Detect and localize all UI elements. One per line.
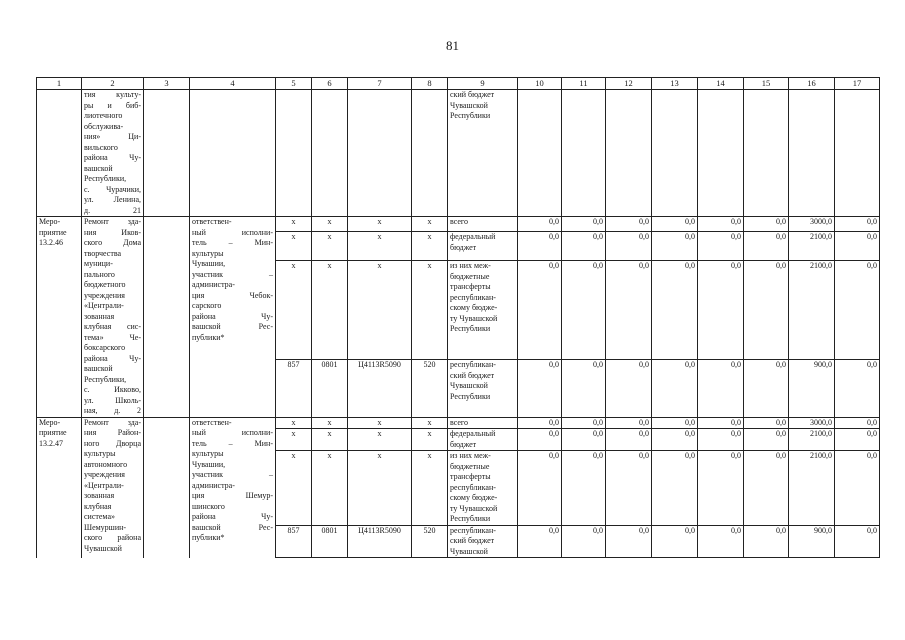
cell-line: республикан- <box>450 360 496 370</box>
cell-line: ту Чувашской <box>450 313 498 323</box>
amount-cell: 0,0 <box>652 217 698 232</box>
cell-line: Республики, <box>84 174 127 183</box>
cell-line: бюджетные <box>450 271 490 281</box>
cell-line: бюджет <box>450 439 477 449</box>
cell-line: федеральный <box>450 232 496 242</box>
cell-line: культуры <box>192 248 224 258</box>
column-number-13: 13 <box>652 78 698 90</box>
section-code-cell: x <box>312 232 348 261</box>
grbs-code-cell: 857 <box>276 525 312 558</box>
grbs-code-cell: x <box>276 451 312 526</box>
col7-cell <box>348 90 412 217</box>
cell-line: клубная <box>84 501 112 511</box>
cell-line: сарского <box>192 301 222 310</box>
event-number-cell <box>37 217 82 418</box>
amount-cell: 0,0 <box>518 525 562 558</box>
cell-line: ул. Ленина, <box>84 195 141 204</box>
cell-line: ского Дома <box>84 238 141 247</box>
cell-line: приятие <box>39 227 67 237</box>
cell-line: района Чу- <box>84 353 141 363</box>
amount-cell: 0,0 <box>518 429 562 451</box>
funding-source-cell <box>448 261 518 360</box>
grbs-code-cell: x <box>276 261 312 360</box>
cell-line: ного Дворца <box>84 438 141 448</box>
col13-cell <box>652 90 698 217</box>
amount-cell: 0,0 <box>518 417 562 429</box>
cell-line: ответствен- <box>192 417 232 427</box>
expense-type-cell: x <box>412 417 448 429</box>
cell-line: клубная сис- <box>84 322 141 331</box>
cell-line: администра- <box>192 280 235 289</box>
cell-line: тель – Мин- <box>192 438 273 448</box>
cell-line: ния Район- <box>84 428 141 437</box>
amount-cell: 0,0 <box>562 232 606 261</box>
cell-line: Чувашской <box>450 546 488 556</box>
grbs-code-cell: x <box>276 417 312 429</box>
cell-line: боксарского <box>84 343 126 352</box>
amount-cell: 0,0 <box>744 451 789 526</box>
cell-line: ния Иков- <box>84 227 141 237</box>
cell-line: из них меж- <box>450 451 491 460</box>
amount-cell: 0,0 <box>744 429 789 451</box>
cell-line: Меро- <box>39 417 61 427</box>
amount-cell: 0,0 <box>835 261 880 360</box>
cell-line: ры и биб- <box>84 100 141 110</box>
cell-line: республикан- <box>450 482 496 492</box>
cell-line: Ремонт зда- <box>84 417 141 427</box>
grbs-code-cell: x <box>276 232 312 261</box>
cell-line: вашской <box>84 364 113 373</box>
cell-line: ул. Школь- <box>84 395 141 405</box>
continuation-row <box>37 90 880 217</box>
amount-cell: 0,0 <box>562 451 606 526</box>
cell-line: учреждения <box>84 290 125 300</box>
cell-line: Чувашии, <box>192 259 226 268</box>
amount-cell: 0,0 <box>562 360 606 417</box>
cell-line: района Чу- <box>192 512 273 521</box>
cell-line: с. Чурачики, <box>84 184 141 194</box>
cell-line: республикан- <box>450 525 496 535</box>
cell-line: зованная <box>84 491 115 500</box>
cell-line: тема» Че- <box>84 332 141 342</box>
cell-line: ция Шемур- <box>192 491 273 500</box>
cell-line: тия культу- <box>84 90 141 99</box>
cell-line: Чувашии, <box>192 459 226 469</box>
cell-line: Республики <box>450 391 491 401</box>
amount-cell: 3000,0 <box>789 217 835 232</box>
column-number-11: 11 <box>562 78 606 90</box>
col3-cell <box>144 417 190 558</box>
expense-type-cell: x <box>412 217 448 232</box>
cell-line: бюджетного <box>84 280 126 289</box>
amount-cell: 0,0 <box>698 360 744 417</box>
cell-line: приятие <box>39 428 67 437</box>
cell-line: района Чу- <box>84 153 141 162</box>
target-article-cell: x <box>348 261 412 360</box>
cell-line: Чувашской <box>450 100 488 110</box>
cell-line: учреждения <box>84 470 125 479</box>
executor-cell <box>190 217 276 418</box>
amount-cell: 0,0 <box>606 525 652 558</box>
amount-cell: 0,0 <box>698 417 744 429</box>
amount-cell: 0,0 <box>518 217 562 232</box>
amount-cell: 0,0 <box>606 232 652 261</box>
cell-line: ский бюджет <box>450 536 495 545</box>
cell-line: «Централи- <box>84 480 124 490</box>
col10-cell <box>518 90 562 217</box>
amount-cell: 2100,0 <box>789 232 835 261</box>
col3-cell <box>144 217 190 418</box>
cell-line: Чувашской <box>450 381 488 391</box>
expense-type-cell: x <box>412 232 448 261</box>
amount-cell: 0,0 <box>652 261 698 360</box>
cell-line: тель – Мин- <box>192 238 273 247</box>
amount-cell: 0,0 <box>606 360 652 417</box>
cell-line: бюджетные <box>450 461 490 471</box>
cell-line: публики* <box>192 332 225 342</box>
cell-line: вашской Рес- <box>192 322 273 331</box>
event-name-cell <box>82 90 144 217</box>
amount-cell: 0,0 <box>652 360 698 417</box>
cell-line: Республики <box>450 111 491 120</box>
amount-cell: 0,0 <box>698 232 744 261</box>
cell-line: администра- <box>192 480 235 490</box>
cell-line: творчества <box>84 248 122 258</box>
amount-cell: 0,0 <box>652 451 698 526</box>
column-number-1: 1 <box>37 78 82 90</box>
col3-cell <box>144 90 190 217</box>
cell-line: трансферты <box>450 472 491 481</box>
expense-type-cell: 520 <box>412 360 448 417</box>
col8-cell <box>412 90 448 217</box>
funding-source-cell <box>448 525 518 558</box>
cell-line: культуры <box>192 449 224 458</box>
amount-cell: 0,0 <box>835 232 880 261</box>
page-number: 81 <box>446 38 459 53</box>
event-name-cell <box>82 417 144 558</box>
section-code-cell: x <box>312 451 348 526</box>
amount-cell: 0,0 <box>518 451 562 526</box>
section-code-cell: 0801 <box>312 525 348 558</box>
target-article-cell: x <box>348 217 412 232</box>
cell-line: автономного <box>84 459 128 469</box>
cell-line: из них меж- <box>450 261 491 271</box>
amount-cell: 0,0 <box>606 451 652 526</box>
amount-cell: 0,0 <box>698 429 744 451</box>
cell-line: ского района <box>84 533 141 542</box>
budget-table <box>36 77 880 558</box>
amount-cell: 0,0 <box>744 360 789 417</box>
funding-source-cell <box>448 451 518 526</box>
col12-cell <box>606 90 652 217</box>
amount-cell: 0,0 <box>698 217 744 232</box>
column-number-row <box>37 78 880 90</box>
cell-line: Республики <box>450 324 491 334</box>
cell-line: с. Икково, <box>84 385 141 394</box>
column-number-14: 14 <box>698 78 744 90</box>
cell-line: скому бюдже- <box>450 493 498 502</box>
cell-line: ответствен- <box>192 217 232 226</box>
executor-cell <box>190 90 276 217</box>
column-number-6: 6 <box>312 78 348 90</box>
amount-cell: 3000,0 <box>789 417 835 429</box>
section-code-cell: x <box>312 429 348 451</box>
cell-line: муници- <box>84 259 113 268</box>
amount-cell: 0,0 <box>562 525 606 558</box>
amount-cell: 0,0 <box>835 360 880 417</box>
amount-cell: 0,0 <box>518 232 562 261</box>
amount-cell: 0,0 <box>698 261 744 360</box>
amount-cell: 0,0 <box>698 525 744 558</box>
amount-cell: 0,0 <box>606 261 652 360</box>
amount-cell: 0,0 <box>518 261 562 360</box>
funding-source-cell <box>448 90 518 217</box>
executor-cell <box>190 417 276 558</box>
cell-line: 13.2.47 <box>39 438 63 448</box>
amount-cell: 0,0 <box>744 217 789 232</box>
section-code-cell: 0801 <box>312 360 348 417</box>
cell-line: скому бюдже- <box>450 303 498 313</box>
amount-cell: 0,0 <box>562 261 606 360</box>
cell-line: Республики <box>450 514 491 523</box>
amount-cell: 0,0 <box>652 525 698 558</box>
amount-cell: 0,0 <box>562 417 606 429</box>
cell-line: ту Чувашской <box>450 503 498 513</box>
cell-line: зованная <box>84 311 115 321</box>
col17-cell <box>835 90 880 217</box>
funding-source-cell <box>448 217 518 232</box>
amount-cell: 900,0 <box>789 360 835 417</box>
cell-line: ный исполни- <box>192 227 273 237</box>
cell-line: участник – <box>192 269 273 279</box>
amount-cell: 2100,0 <box>789 451 835 526</box>
amount-cell: 0,0 <box>835 525 880 558</box>
cell-line: вашской <box>84 163 113 173</box>
cell-line: федеральный <box>450 429 496 438</box>
funding-source-cell <box>448 232 518 261</box>
amount-cell: 0,0 <box>835 451 880 526</box>
column-number-2: 2 <box>82 78 144 90</box>
cell-line: ский бюджет <box>450 370 495 380</box>
col15-cell <box>744 90 789 217</box>
amount-cell: 0,0 <box>744 525 789 558</box>
cell-line: пального <box>84 269 115 279</box>
cell-line: культуры <box>84 449 116 458</box>
cell-line: Чувашской <box>84 543 122 553</box>
column-number-12: 12 <box>606 78 652 90</box>
cell-line: шинского <box>192 501 225 511</box>
expense-type-cell: x <box>412 451 448 526</box>
cell-line: Шемуршин- <box>84 522 127 532</box>
col16-cell <box>789 90 835 217</box>
amount-cell: 0,0 <box>744 417 789 429</box>
funding-source-cell <box>448 417 518 429</box>
amount-cell: 0,0 <box>698 451 744 526</box>
cell-line: Меро- <box>39 217 61 226</box>
amount-cell: 0,0 <box>652 232 698 261</box>
target-article-cell: Ц4113R5090 <box>348 360 412 417</box>
cell-line: Республики, <box>84 374 127 384</box>
column-number-17: 17 <box>835 78 880 90</box>
amount-cell: 2100,0 <box>789 261 835 360</box>
amount-cell: 0,0 <box>606 429 652 451</box>
grbs-code-cell: x <box>276 217 312 232</box>
cell-line: вильского <box>84 142 118 152</box>
col14-cell <box>698 90 744 217</box>
cell-line: «Централи- <box>84 301 124 310</box>
expense-type-cell: x <box>412 429 448 451</box>
amount-cell: 0,0 <box>606 217 652 232</box>
target-article-cell: x <box>348 451 412 526</box>
amount-cell: 2100,0 <box>789 429 835 451</box>
table-row <box>37 417 880 429</box>
column-number-10: 10 <box>518 78 562 90</box>
section-code-cell: x <box>312 217 348 232</box>
amount-cell: 0,0 <box>835 417 880 429</box>
cell-line: Ремонт зда- <box>84 217 141 226</box>
cell-line: система» <box>84 512 115 521</box>
amount-cell: 0,0 <box>652 417 698 429</box>
expense-type-cell: 520 <box>412 525 448 558</box>
cell-line: 13.2.46 <box>39 238 63 247</box>
cell-line: бюджет <box>450 242 477 252</box>
table-row <box>37 217 880 232</box>
section-code-cell: x <box>312 261 348 360</box>
column-number-7: 7 <box>348 78 412 90</box>
cell-line: участник – <box>192 470 273 479</box>
cell-line: д. 21 <box>84 205 141 215</box>
column-number-5: 5 <box>276 78 312 90</box>
cell-line: обслужива- <box>84 121 124 131</box>
col6-cell <box>312 90 348 217</box>
amount-cell: 0,0 <box>652 429 698 451</box>
event-name-cell <box>82 217 144 418</box>
cell-line: всего <box>450 217 469 226</box>
column-number-8: 8 <box>412 78 448 90</box>
amount-cell: 0,0 <box>518 360 562 417</box>
cell-line: ция Чебок- <box>192 290 273 300</box>
column-number-3: 3 <box>144 78 190 90</box>
amount-cell: 0,0 <box>606 417 652 429</box>
expense-type-cell: x <box>412 261 448 360</box>
target-article-cell: x <box>348 232 412 261</box>
cell-line: республикан- <box>450 292 496 302</box>
cell-line: ная, д. 2 <box>84 406 141 415</box>
target-article-cell: x <box>348 417 412 429</box>
cell-line: публики* <box>192 533 225 542</box>
amount-cell: 900,0 <box>789 525 835 558</box>
cell-line: вашской Рес- <box>192 522 273 532</box>
col11-cell <box>562 90 606 217</box>
amount-cell: 0,0 <box>835 429 880 451</box>
amount-cell: 0,0 <box>562 217 606 232</box>
cell-line: ный исполни- <box>192 428 273 437</box>
grbs-code-cell: x <box>276 429 312 451</box>
cell-line: ский бюджет <box>450 90 495 99</box>
amount-cell: 0,0 <box>562 429 606 451</box>
cell-line: района Чу- <box>192 311 273 321</box>
funding-source-cell <box>448 429 518 451</box>
column-number-4: 4 <box>190 78 276 90</box>
cell-line: всего <box>450 417 469 427</box>
amount-cell: 0,0 <box>744 232 789 261</box>
event-number-cell <box>37 417 82 558</box>
funding-source-cell <box>448 360 518 417</box>
cell-line: ния» Ци- <box>84 132 141 141</box>
column-number-15: 15 <box>744 78 789 90</box>
target-article-cell: Ц4113R5090 <box>348 525 412 558</box>
section-code-cell: x <box>312 417 348 429</box>
cell-line: трансферты <box>450 282 491 292</box>
amount-cell: 0,0 <box>744 261 789 360</box>
col5-cell <box>276 90 312 217</box>
column-number-16: 16 <box>789 78 835 90</box>
column-number-9: 9 <box>448 78 518 90</box>
col1-cell <box>37 90 82 217</box>
amount-cell: 0,0 <box>835 217 880 232</box>
target-article-cell: x <box>348 429 412 451</box>
cell-line: лиотечного <box>84 111 123 120</box>
grbs-code-cell: 857 <box>276 360 312 417</box>
